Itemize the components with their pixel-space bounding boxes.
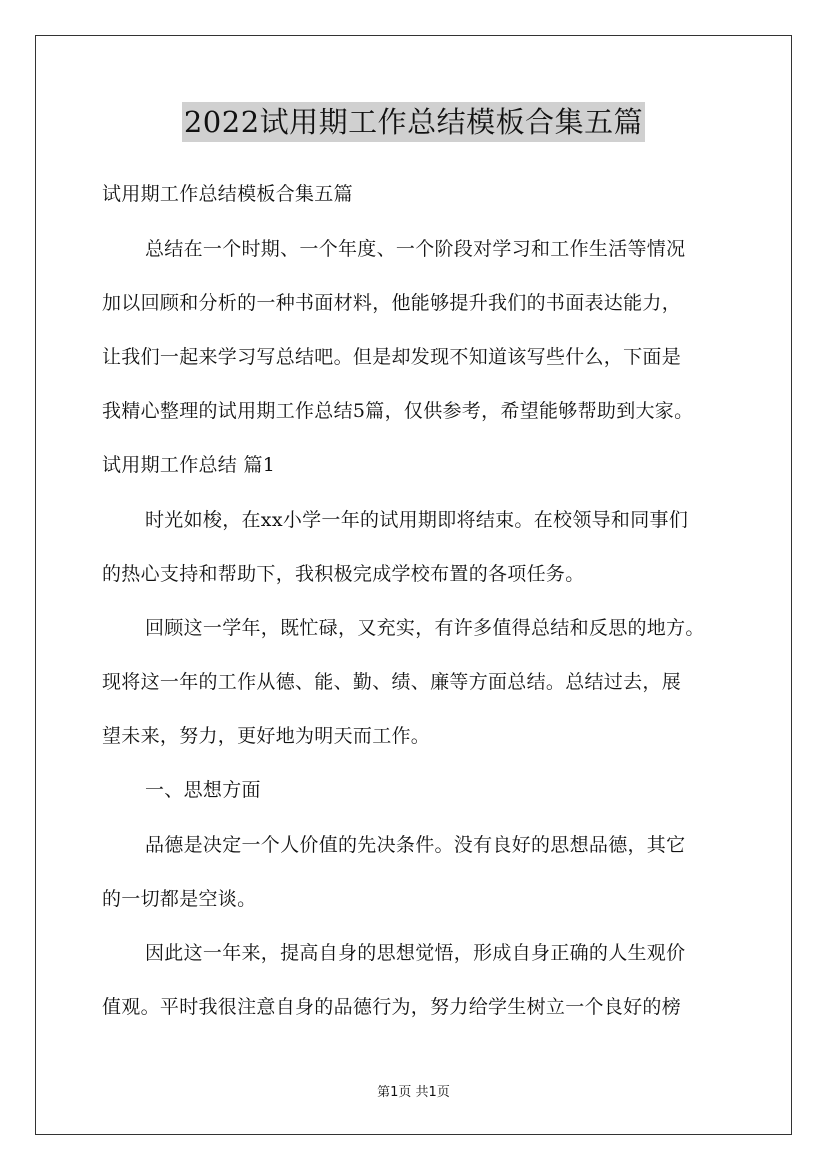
document-subtitle: 试用期工作总结模板合集五篇 (102, 183, 353, 205)
paragraph-line: 加以回顾和分析的一种书面材料，他能够提升我们的书面表达能力， (102, 292, 682, 314)
paragraph-line: 回顾这一学年，既忙碌，又充实，有许多值得总结和反思的地方。 (145, 617, 705, 639)
paragraph-line: 现将这一年的工作从德、能、勤、绩、廉等方面总结。总结过去，展 (102, 671, 682, 693)
paragraph-line: 因此这一年来，提高自身的思想觉悟，形成自身正确的人生观价 (145, 942, 686, 964)
paragraph-line: 望未来，努力，更好地为明天而工作。 (102, 725, 431, 747)
paragraph-line: 的热心支持和帮助下，我积极完成学校布置的各项任务。 (102, 563, 585, 585)
section-heading: 试用期工作总结 篇1 (102, 454, 276, 476)
document-title: 2022试用期工作总结模板合集五篇 (182, 102, 645, 142)
page-number-footer: 第1页 共1页 (377, 1085, 450, 1100)
paragraph-line: 的一切都是空谈。 (102, 888, 257, 910)
paragraph-line: 值观。平时我很注意自身的品德行为，努力给学生树立一个良好的榜 (102, 996, 682, 1018)
paragraph-line: 让我们一起来学习写总结吧。但是却发现不知道该写些什么，下面是 (102, 346, 682, 368)
subsection-heading: 一、思想方面 (145, 779, 261, 801)
paragraph-line: 我精心整理的试用期工作总结5篇，仅供参考，希望能够帮助到大家。 (102, 400, 694, 422)
paragraph-line: 时光如梭，在xx小学一年的试用期即将结束。在校领导和同事们 (145, 509, 689, 531)
paragraph-line: 总结在一个时期、一个年度、一个阶段对学习和工作生活等情况 (145, 238, 686, 260)
paragraph-line: 品德是决定一个人价值的先决条件。没有良好的思想品德，其它 (145, 834, 686, 856)
title-container (0, 102, 827, 142)
